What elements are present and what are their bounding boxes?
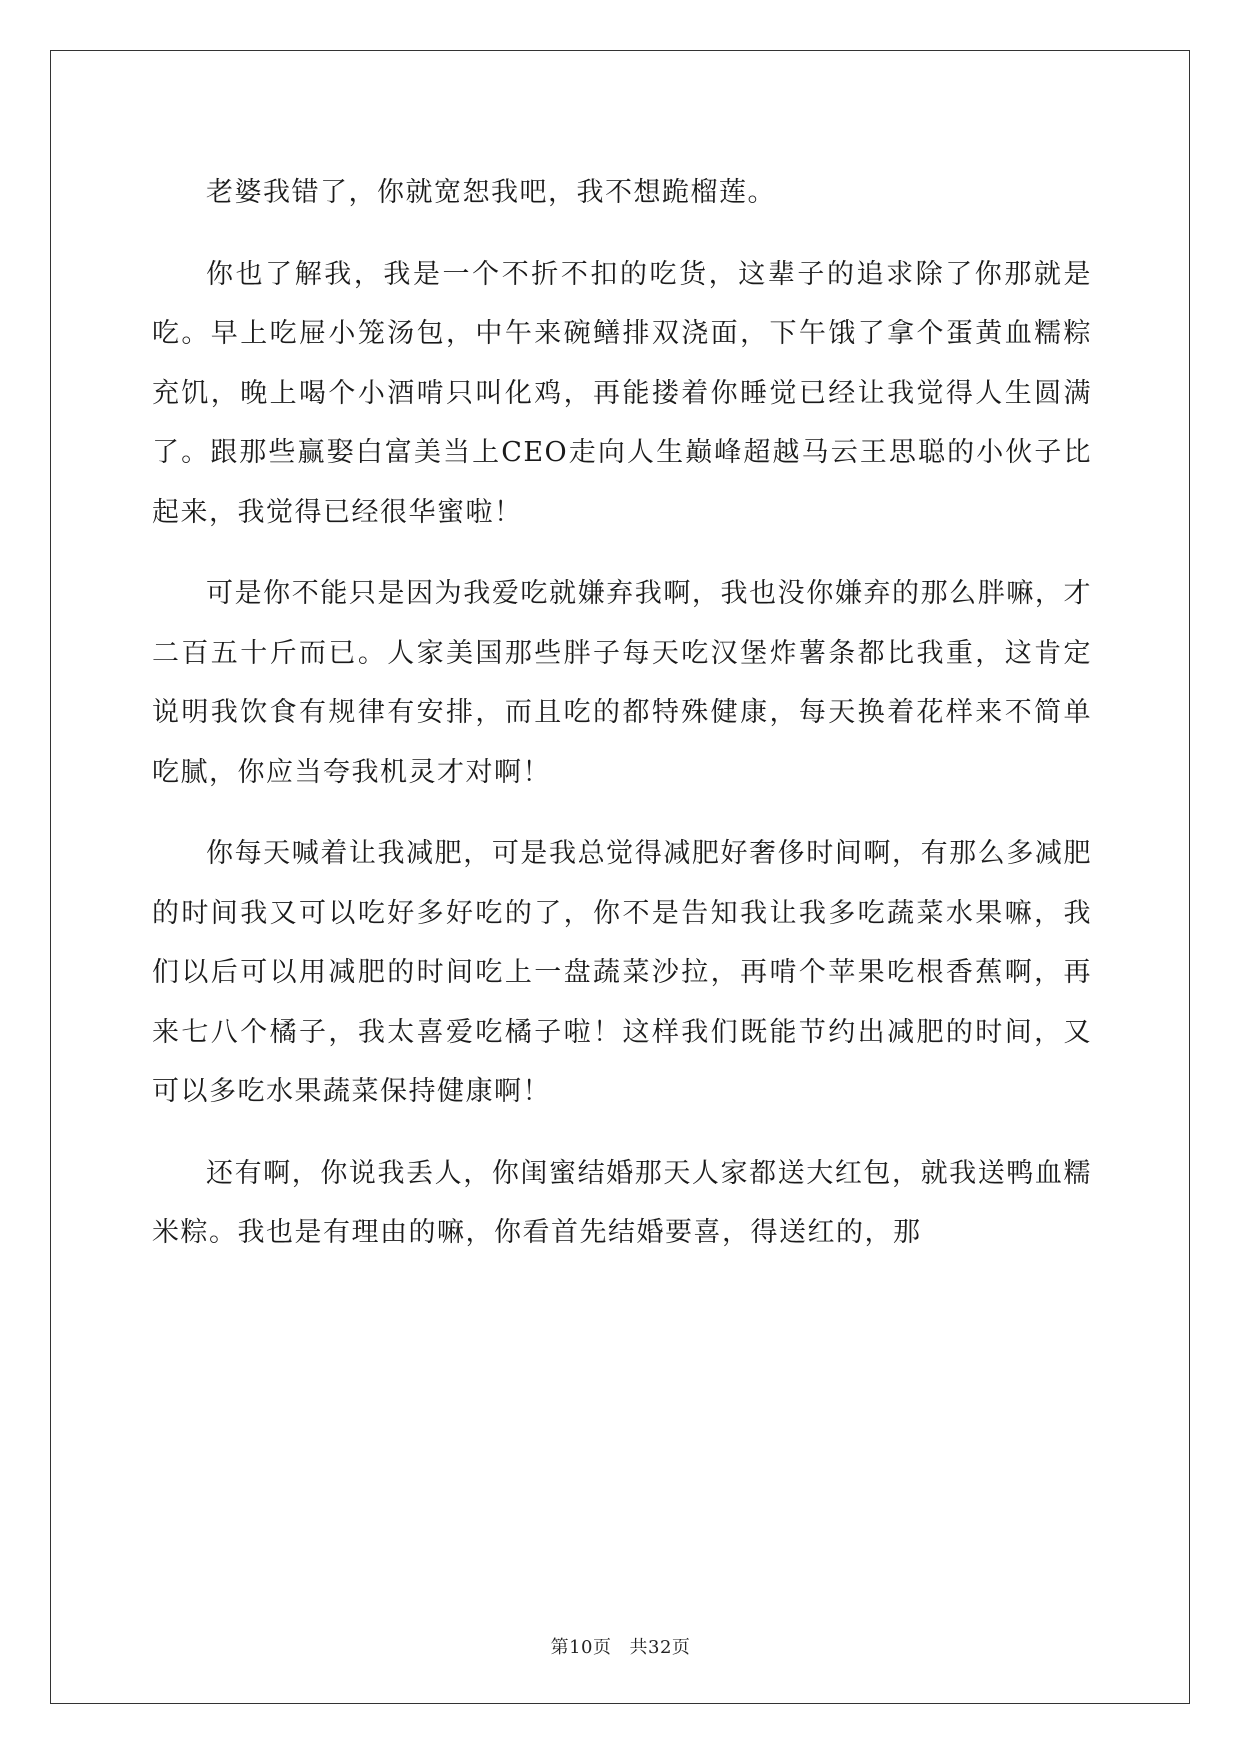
paragraph: 老婆我错了，你就宽恕我吧，我不想跪榴莲。	[206, 177, 776, 208]
paragraph: 你也了解我，我是一个不折不扣的吃货，这辈子的追求除了你那就是吃。早上吃屉小笼汤包，中午来碗鳝排双浇面，下午饿了拿个蛋黄血糯粽充饥，晚上喝个小酒啃只叫化鸡，再能搂着你睡觉已经让我觉得人生圆满了。跟那些赢娶白富美当上CEO走向人生巅峰超越马云王思聪的小伙子比起来，我觉得已经很华蜜啦！	[152, 258, 1092, 528]
page-number: 第10页	[550, 1637, 612, 1658]
page-footer	[0, 1633, 1241, 1659]
document-body	[152, 163, 1092, 1263]
paragraph: 还有啊，你说我丢人，你闺蜜结婚那天人家都送大红包，就我送鸭血糯米粽。我也是有理由的嘛，你看首先结婚要喜，得送红的，那	[152, 1157, 1092, 1248]
paragraph: 可是你不能只是因为我爱吃就嫌弃我啊，我也没你嫌弃的那么胖嘛，才二百五十斤而已。人家美国那些胖子每天吃汉堡炸薯条都比我重，这肯定说明我饮食有规律有安排，而且吃的都特殊健康，每天换着花样来不简单吃腻，你应当夸我机灵才对啊！	[152, 578, 1092, 788]
page-total: 共32页	[629, 1637, 691, 1658]
paragraph: 你每天喊着让我减肥，可是我总觉得减肥好奢侈时间啊，有那么多减肥的时间我又可以吃好多好吃的了，你不是告知我让我多吃蔬菜水果嘛，我们以后可以用减肥的时间吃上一盘蔬菜沙拉，再啃个苹果吃根香蕉啊，再来七八个橘子，我太喜爱吃橘子啦！这样我们既能节约出减肥的时间，又可以多吃水果蔬菜保持健康啊！	[152, 838, 1092, 1107]
